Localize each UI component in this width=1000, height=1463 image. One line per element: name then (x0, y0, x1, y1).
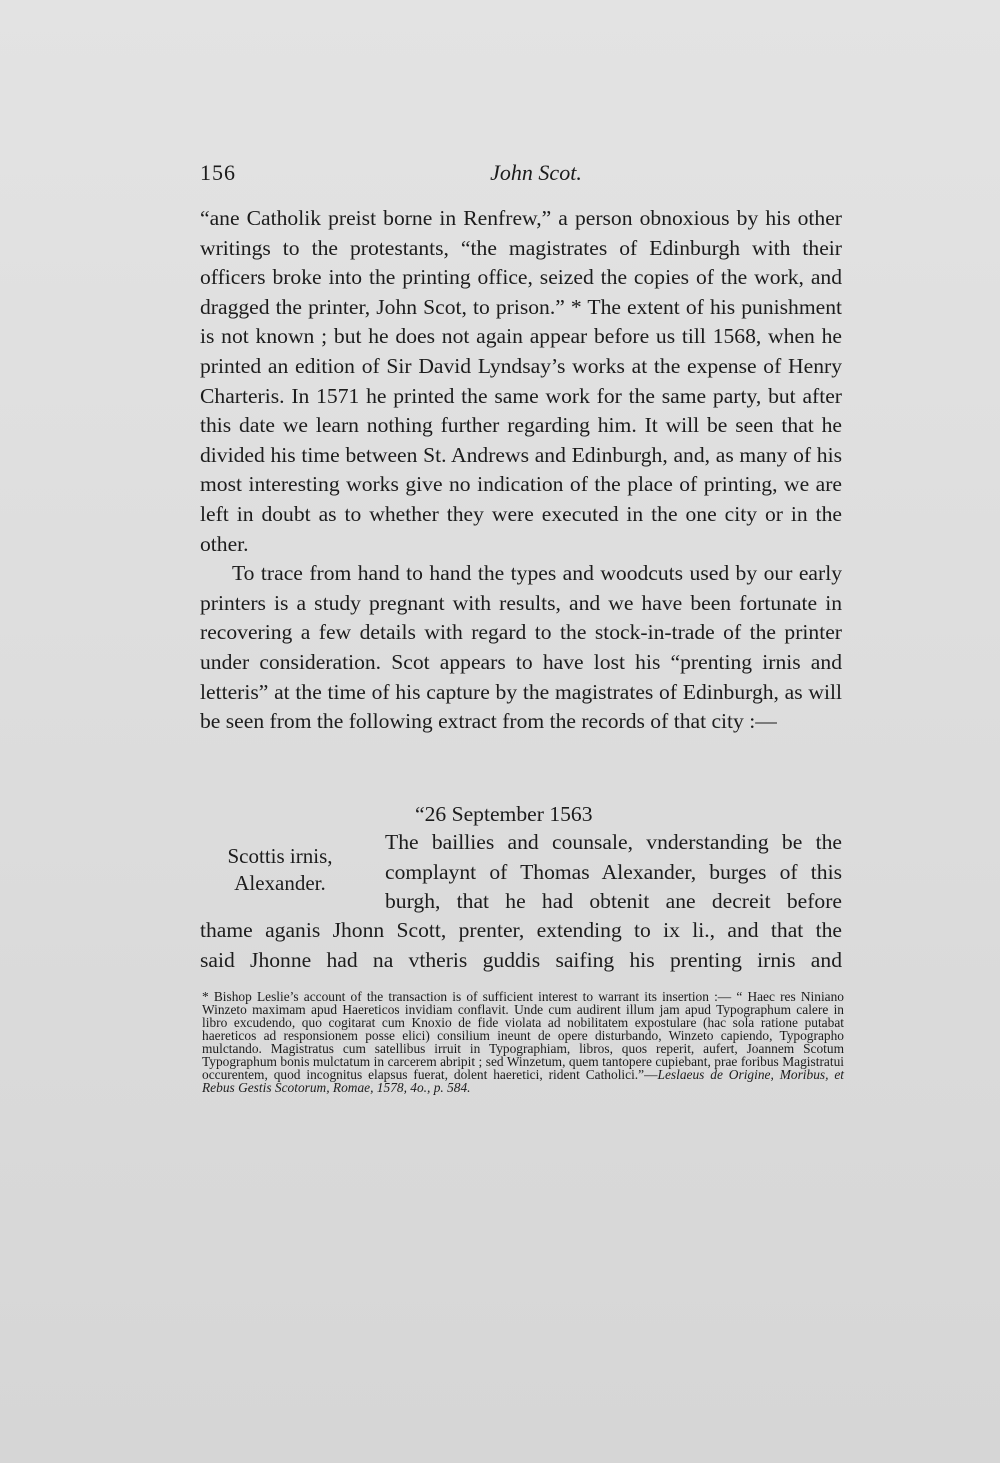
quote-line: complaynt of Thomas Alexander, burges of this (385, 859, 842, 884)
quote-line: said Jhonne had na vtheris guddis saifing his prenting irnis and (200, 947, 842, 972)
quote-line: The baillies and counsale, vnderstanding be the (385, 830, 842, 854)
quote-line: thame aganis Jhonn Scott, prenter, extending to ix li., and that the (200, 918, 842, 942)
page-header (200, 160, 842, 190)
margin-note (220, 843, 340, 897)
footnote (202, 990, 844, 1094)
paragraph: “ane Catholik preist borne in Renfrew,” a person obnoxious by his other writings to the protestants, “the magistrates of Edinburgh with their officers broke into the printing office, seized the copies of the work, and dragged the printer, John Scot, to prison.” * The extent of his punishment is not known ; but he does not again appear before us till 1568, when he printed an edition of Sir David Lyndsay’s works at the expense of Henry Charteris. In 1571 he printed the same work for the same party, but after this date we learn nothing further regarding him. It will be seen that he divided his time between St. Andrews and Edinburgh, and, as many of his most interesting works give no indication of the place of printing, we are left in doubt as to whether they were executed in the one city or in the other. (200, 206, 842, 556)
page-number: 156 (200, 160, 236, 185)
quote-line: burgh, that he had obtenit ane decreit before (385, 889, 842, 914)
quote-date: “26 September 1563 (415, 802, 593, 826)
footnote-citation: Leslaeus de Origine, Moribus, et Rebus Gestis Scotorum, Romae, 1578, 4o., p. 584. (202, 1067, 845, 1095)
body-text (200, 204, 842, 737)
margin-note-line: Scottis irnis, (227, 844, 333, 868)
paragraph: To trace from hand to hand the types and woodcuts used by our early printers is a study pregnant with results, and we have been fortunate in recovering a few details with regard to the stock-in-trade of the printer under consideration. Scot appears to have lost his “prenting irnis and letteris” at the time of his capture by the magistrates of Edinburgh, as will be seen from the following extract from the records of that city :— (200, 561, 842, 734)
footnote-text: * Bishop Leslie’s account of the transaction is of sufficient interest to warrant its insertion :— “ Haec res Niniano Winzeto maximam apud Haereticos invidiam conflavit. Unde cum audirent illum jam apud Typographum calere in libro excudendo, quo cogitarat cum Knoxio de fide violata ad nobilitatem expostulare (hac sola ratione putabat haereticos ad responsionem posse elici) consilium ineunt de opere disturbando, Winzeto capiendo, Typographo mulctando. Magistratus cum satellibus irruit in Typographiam, libros, quos reperit, aufert, Joannem Scotum Typographum bonis mulctatum in carcerem abripit ; sed Winzetum, quem tantopere cupiebant, prae foribus Magistratui occurentem, quod incognitus elapsus fuerat, dolent haeretici, rident Catholici.”— (202, 989, 844, 1082)
quoted-record-continued (200, 916, 842, 975)
quoted-record (385, 828, 842, 917)
margin-note-line: Alexander. (234, 871, 326, 895)
running-title: John Scot. (490, 160, 582, 185)
